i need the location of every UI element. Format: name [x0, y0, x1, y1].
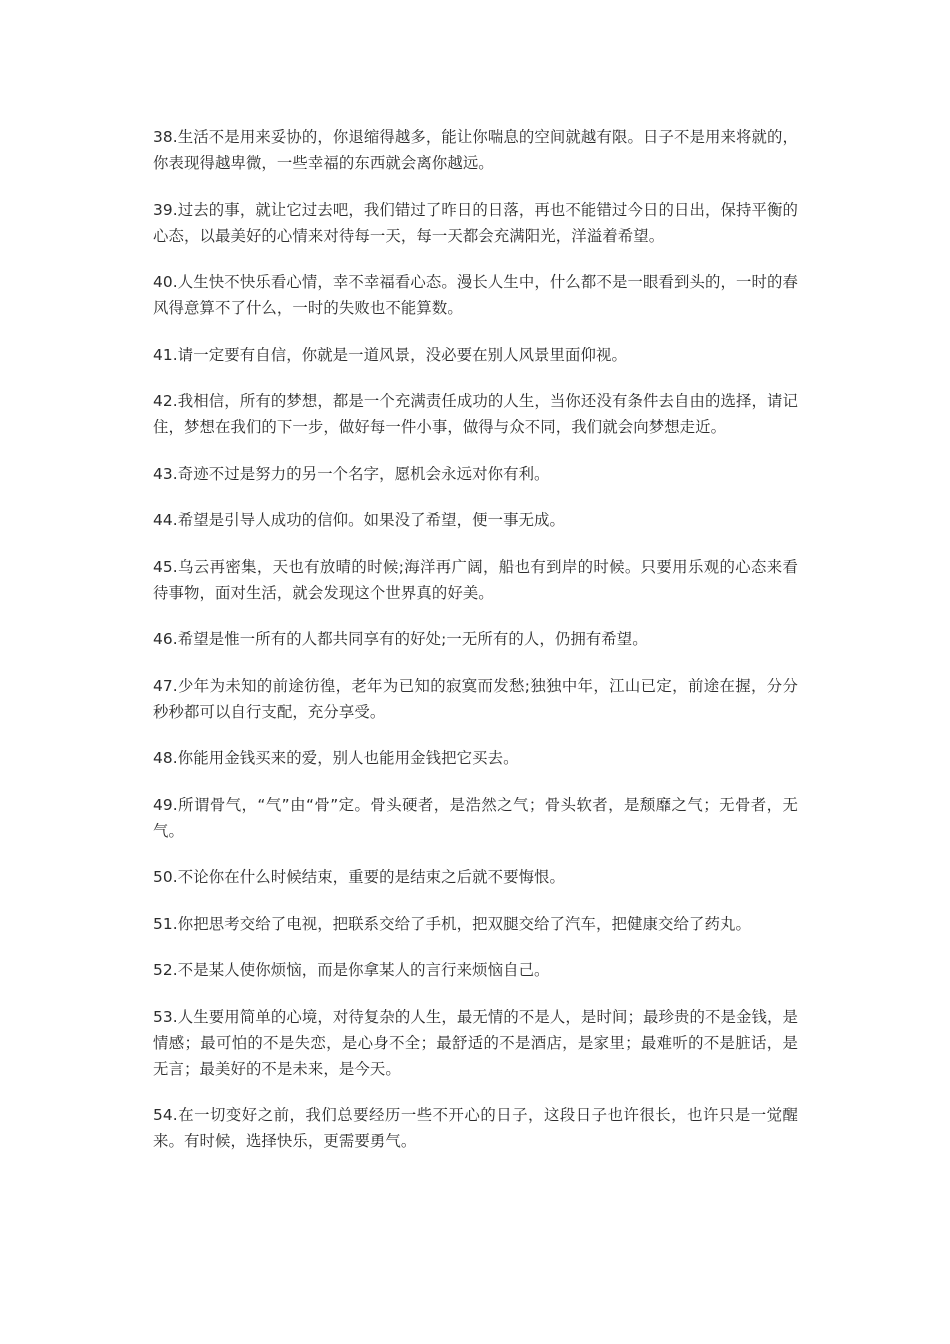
quote-paragraph-52: 52.不是某人使你烦恼，而是你拿某人的言行来烦恼自己。: [153, 961, 550, 979]
quote-paragraph-43: 43.奇迹不过是努力的另一个名字，愿机会永远对你有利。: [153, 464, 550, 483]
quote-paragraph-50: 50.不论你在什么时候结束，重要的是结束之后就不要悔恨。: [153, 868, 566, 886]
quote-paragraph-39: 39.过去的事，就让它过去吧，我们错过了昨日的日落，再也不能错过今日的日出，保持平衡的心态，以最美好的心情来对待每一天，每一天都会充满阳光，洋溢着希望。: [153, 200, 798, 245]
quote-paragraph-40: 40.人生快不快乐看心情，幸不幸福看心态。漫长人生中，什么都不是一眼看到头的，一时的春风得意算不了什么，一时的失败也不能算数。: [153, 273, 798, 317]
quote-paragraph-54: 54.在一切变好之前，我们总要经历一些不开心的日子，这段日子也许很长，也许只是一觉醒来。有时候，选择快乐，更需要勇气。: [153, 1106, 798, 1150]
quote-paragraph-41: 41.请一定要有自信，你就是一道风景，没必要在别人风景里面仰视。: [153, 345, 628, 364]
quote-paragraph-49: 49.所谓骨气，“气”由“骨”定。骨头硬者，是浩然之气；骨头软者，是颓靡之气；无骨者，无气。: [153, 795, 798, 840]
quote-paragraph-47: 47.少年为未知的前途彷徨，老年为已知的寂寞而发愁;独独中年，江山已定，前途在握，分分秒秒都可以自行支配，充分享受。: [153, 676, 798, 721]
quote-list: [153, 124, 798, 1175]
quote-paragraph-48: 48.你能用金钱买来的爱，别人也能用金钱把它买去。: [153, 749, 519, 767]
quote-paragraph-38: 38.生活不是用来妥协的，你退缩得越多，能让你喘息的空间就越有限。日子不是用来将就的，你表现得越卑微，一些幸福的东西就会离你越远。: [153, 128, 798, 172]
quote-paragraph-53: 53.人生要用简单的心境，对待复杂的人生，最无情的不是人，是时间；最珍贵的不是金钱，是情感；最可怕的不是失恋，是心身不全；最舒适的不是酒店，是家里；最难听的不是脏话，是无言；最美好的不是未来，是今天。: [153, 1007, 798, 1078]
quote-paragraph-46: 46.希望是惟一所有的人都共同享有的好处;一无所有的人，仍拥有希望。: [153, 630, 648, 648]
quote-paragraph-42: 42.我相信，所有的梦想，都是一个充满责任成功的人生，当你还没有条件去自由的选择，请记住，梦想在我们的下一步，做好每一件小事，做得与众不同，我们就会向梦想走近。: [153, 392, 798, 436]
quote-paragraph-51: 51.你把思考交给了电视，把联系交给了手机，把双腿交给了汽车，把健康交给了药丸。: [153, 914, 751, 933]
quote-paragraph-45: 45.乌云再密集，天也有放晴的时候;海洋再广阔，船也有到岸的时候。只要用乐观的心态来看待事物，面对生活，就会发现这个世界真的好美。: [153, 557, 798, 602]
quote-paragraph-44: 44.希望是引导人成功的信仰。如果没了希望，便一事无成。: [153, 511, 566, 529]
